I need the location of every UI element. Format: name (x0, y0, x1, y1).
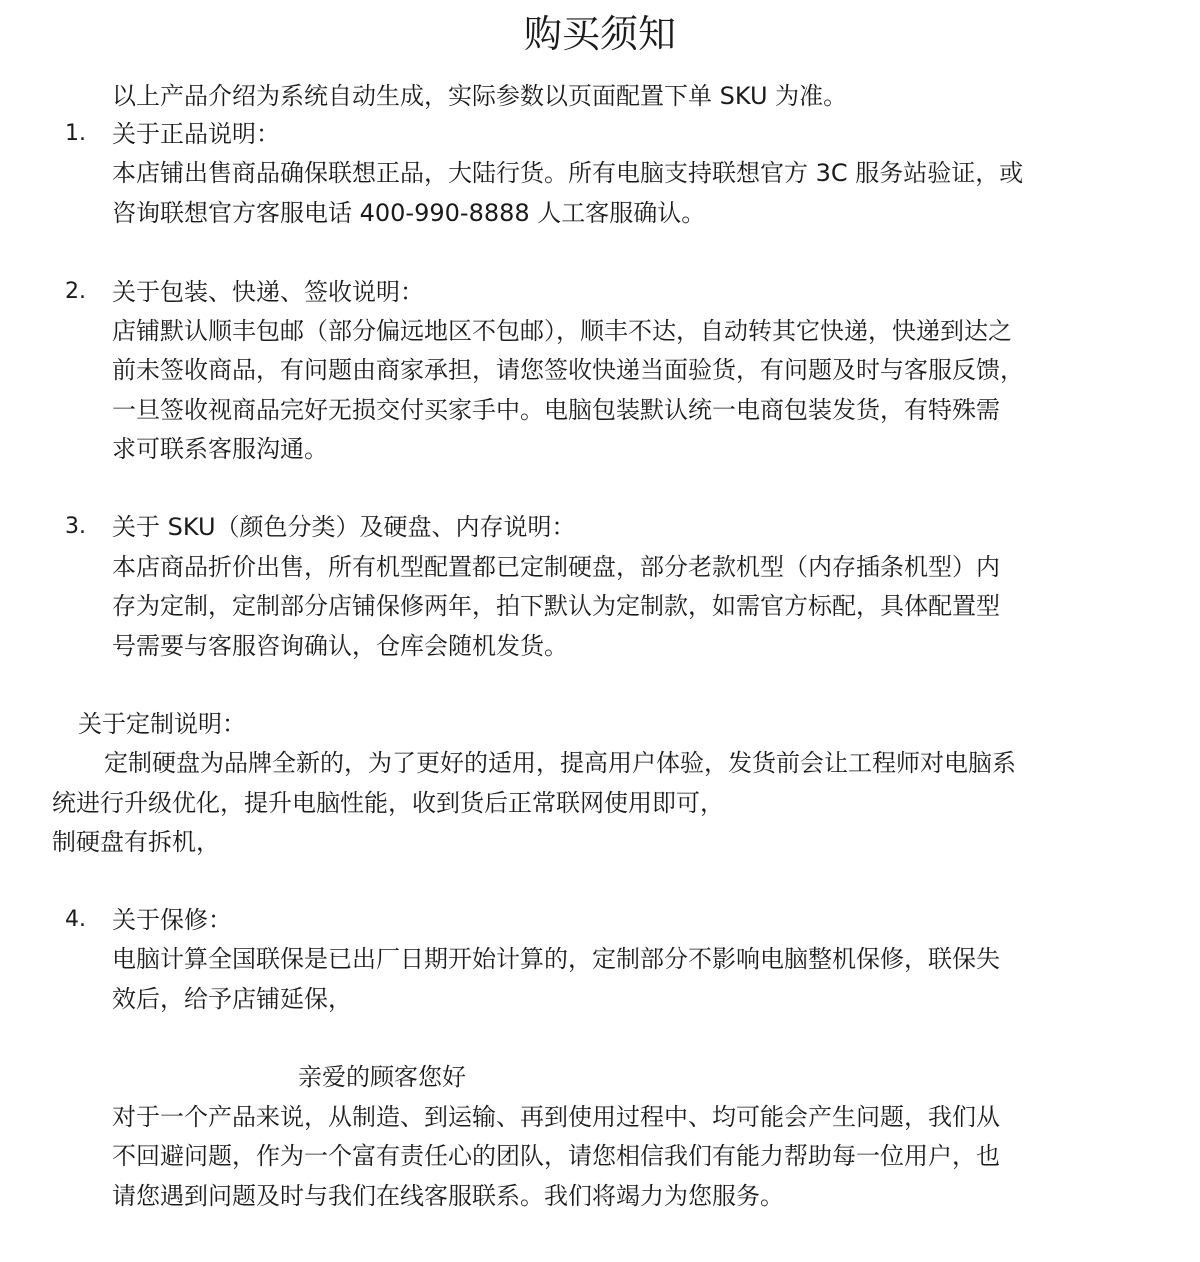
custom-heading: 关于定制说明： (78, 710, 246, 738)
section-3-heading: 关于 SKU（颜色分类）及硬盘、内存说明： (112, 513, 576, 541)
section-4-line-2: 效后，给予店铺延保， (112, 985, 352, 1013)
section-2-number: 2. (65, 279, 86, 304)
section-3-number: 3. (65, 514, 86, 539)
closing-greeting: 亲爱的顾客您好 (298, 1063, 466, 1091)
section-1-number: 1. (65, 121, 86, 146)
intro-text: 以上产品介绍为系统自动生成，实际参数以页面配置下单 SKU 为准。 (112, 82, 848, 110)
custom-line-1: 定制硬盘为品牌全新的，为了更好的适用，提高用户体验，发货前会让工程师对电脑系 (104, 749, 1016, 777)
page-title: 购买须知 (523, 12, 676, 56)
section-2-heading: 关于包装、快递、签收说明： (112, 278, 424, 306)
section-3-line-3: 号需要与客服咨询确认，仓库会随机发货。 (112, 632, 568, 660)
custom-line-2: 统进行升级优化，提升电脑性能，收到货后正常联网使用即可， (52, 789, 724, 817)
section-2-line-4: 求可联系客服沟通。 (112, 435, 328, 463)
section-3-line-2: 存为定制，定制部分店铺保修两年，拍下默认为定制款，如需官方标配，具体配置型 (112, 592, 1000, 620)
section-1-heading: 关于正品说明： (112, 120, 280, 148)
closing-line-1: 对于一个产品来说，从制造、到运输、再到使用过程中、均可能会产生问题，我们从 (112, 1103, 1000, 1131)
section-2-line-3: 一旦签收视商品完好无损交付买家手中。电脑包装默认统一电商包装发货，有特殊需 (112, 396, 1000, 424)
section-1-line-1: 本店铺出售商品确保联想正品，大陆行货。所有电脑支持联想官方 3C 服务站验证，或 (112, 159, 1024, 187)
closing-line-3: 请您遇到问题及时与我们在线客服联系。我们将竭力为您服务。 (112, 1182, 784, 1210)
custom-line-3: 制硬盘有拆机， (52, 828, 220, 856)
section-2-line-2: 前未签收商品，有问题由商家承担，请您签收快递当面验货，有问题及时与客服反馈， (112, 356, 1024, 384)
section-3-line-1: 本店商品折价出售，所有机型配置都已定制硬盘，部分老款机型（内存插条机型）内 (112, 553, 1000, 581)
section-2-line-1: 店铺默认顺丰包邮（部分偏远地区不包邮），顺丰不达，自动转其它快递，快递到达之 (112, 317, 1012, 345)
section-1-line-2: 咨询联想官方客服电话 400-990-8888 人工客服确认。 (112, 199, 706, 227)
closing-line-2: 不回避问题，作为一个富有责任心的团队，请您相信我们有能力帮助每一位用户，也 (112, 1142, 1000, 1170)
section-4-line-1: 电脑计算全国联保是已出厂日期开始计算的，定制部分不影响电脑整机保修，联保失 (112, 945, 1000, 973)
section-4-heading: 关于保修： (112, 906, 232, 934)
section-4-number: 4. (65, 907, 86, 932)
